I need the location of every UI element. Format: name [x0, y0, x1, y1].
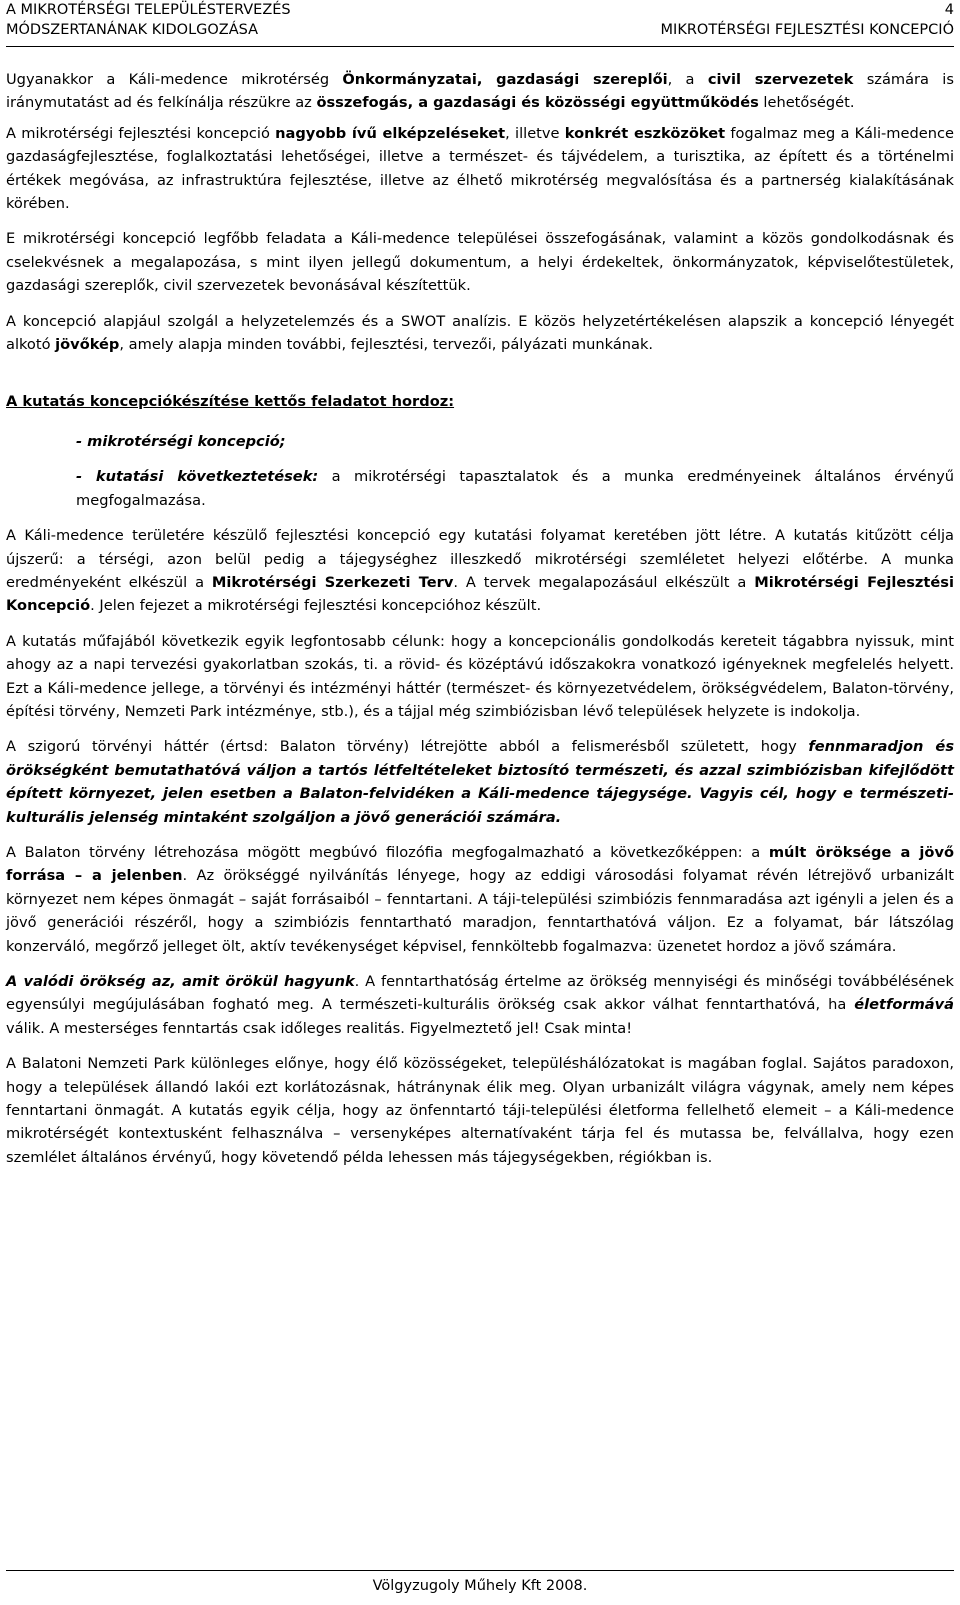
paragraph-3: E mikrotérségi koncepció legfőbb feladata a Káli-medence települései összefogásának, valamint a közös gondolkodásnak és cselekvésnek a megalapozása, s mint ilyen jellegű dokumentum, a helyi érdekeltek, önkormányzatok, képviselőtestületek, gazdasági szereplők, civil szervezetek bevonásával készítettük.: [6, 230, 954, 295]
paragraph-4: A koncepció alapjául szolgál a helyzetelemzés és a SWOT analízis. E közös helyzetértékelésen alapszik a koncepció lényegét alkotó jövőkép, amely alapja minden további, fejlesztési, tervezői, pályázati munkának.: [6, 312, 954, 354]
header-title-line2: MÓDSZERTANÁNAK KIDOLGOZÁSA: [6, 22, 259, 38]
header-divider: [6, 46, 954, 47]
list-item: - kutatási következtetések: a mikrotérségi tapasztalatok és a munka eredményeinek általános érvényű megfogalmazása.: [76, 468, 955, 509]
header-chapter-title: MIKROTÉRSÉGI FEJLESZTÉSI KONCEPCIÓ: [660, 22, 954, 38]
header-title-line1: A MIKROTÉRSÉGI TELEPÜLÉSTERVEZÉS: [6, 2, 291, 18]
page-number: 4: [944, 2, 954, 18]
paragraph-7: A szigorú törvényi háttér (értsd: Balaton törvény) létrejötte abból a felismerésből született, hogy fennmaradjon és örökségként bemutathatóvá váljon a tartós létfeltételeket biztosító természeti, és azzal szimbiózisban kifejlődött épített környezet, jelen esetben a Balaton-felvidéken a Káli-medence tájegysége. Vagyis cél, hogy e természeti-kulturális jelenség mintaként szolgáljon a jövő generációi számára.: [6, 738, 955, 826]
paragraph-10: A Balatoni Nemzeti Park különleges előnye, hogy élő közösségeket, településhálózatokat is magában foglal. Sajátos paradoxon, hogy a települések állandó lakói ezt korlátozásnak, hátránynak élik meg. Olyan urbanizált világra vágynak, amely nem képes fenntartani önmagát. A kutatás egyik célja, hogy az önfenntartó táji-települési életforma fellelhető elemeit – a Káli-medence mikrotérségét kontextusként felhasználva – versenyképes alternatívaként tárja fel és mutassa be, felvállalva, hogy ezen szemlélet általános érvényű, hogy követendő példa lehessen más tájegységekben, régiókban is.: [6, 1055, 954, 1166]
list-item: - mikrotérségi koncepció;: [76, 432, 286, 450]
section-heading: A kutatás koncepciókészítése kettős feladatot hordoz:: [6, 393, 455, 411]
paragraph-1: Ugyanakkor a Káli-medence mikrotérség Önkormányzatai, gazdasági szereplői, a civil szervezetek számára is iránymutatást ad és felkínálja részükre az összefogás, a gazdasági és közösségi együttműködés lehetőségét.: [6, 71, 954, 112]
paragraph-2: A mikrotérségi fejlesztési koncepció nagyobb ívű elképzeléseket, illetve konkrét eszközöket fogalmaz meg a Káli-medence gazdaságfejlesztése, foglalkoztatási lehetőségei, illetve a természet- és tájvédelem, a turisztika, az épített és a történelmi értékek megóvása, az infrastruktúra fejlesztése, illetve az élhető mikrotérség megvalósítása és a partnerség kialakításának körében.: [6, 124, 954, 213]
footer-divider: [6, 1570, 954, 1571]
paragraph-9: A valódi örökség az, amit örökül hagyunk. A fenntarthatóság értelme az örökség mennyiségi és minőségi továbbélésének egyensúlyi megújulásában fogható meg. A természeti-kulturális örökség csak akkor válhat fenntarthatóvá, ha életformává válik. A mesterséges fenntartás csak időleges realitás. Figyelmeztető jel! Csak minta!: [6, 973, 954, 1037]
document-body: [6, 68, 954, 1181]
page-footer: Völgyzugoly Műhely Kft 2008.: [372, 1578, 588, 1594]
page-header: [6, 0, 954, 40]
paragraph-6: A kutatás műfajából következik egyik legfontosabb célunk: hogy a koncepcionális gondolkodás kereteit tágabbra nyissuk, mint ahogy az a napi tervezési gyakorlatban szokás, ti. a rövid- és középtávú időszakokra vonatkozó igényeknek megfelelés helyett. Ezt a Káli-medence jellege, a törvényi és intézményi háttér (természet- és környezetvédelem, örökségvédelem, Balaton-törvény, építési törvény, Nemzeti Park intézménye, stb.), és a tájjal még szimbiózisban lévő települések helyzete is indokolja.: [6, 632, 954, 720]
paragraph-8: A Balaton törvény létrehozása mögött megbúvó filozófia megfogalmazható a következőképpen: a múlt öröksége a jövő forrása – a jelenben. Az örökséggé nyilvánítás lényege, hogy az eddigi városodási folyamat révén létrejövő urbanizált környezet nem képes önmagát – saját forrásaiból – fenntartani. A táji-települési szimbiózis fennmaradása azt igényli a jelen és a jövő generációi részéről, hogy a szimbiózis fenntartható maradjon, fenntarthatóvá váljon. Ez a folyamat, bár látszólag konzerváló, megőrző jelleget ölt, aktív tevékenységet képvisel, fennköltebb fogalmazva: üzenetet hordoz a jövő számára.: [6, 843, 954, 955]
paragraph-5: A Káli-medence területére készülő fejlesztési koncepció egy kutatási folyamat keretében jött létre. A kutatás kitűzött célja újszerű: a térségi, azon belül pedig a tájegységhez illeszkedő mikrotérségi szemléletet helyezi előtérbe. A munka eredményeként elkészül a Mikrotérségi Szerkezeti Terv. A tervek megalapozásául elkészült a Mikrotérségi Fejlesztési Koncepció. Jelen fejezet a mikrotérségi fejlesztési koncepcióhoz készült.: [6, 527, 954, 615]
